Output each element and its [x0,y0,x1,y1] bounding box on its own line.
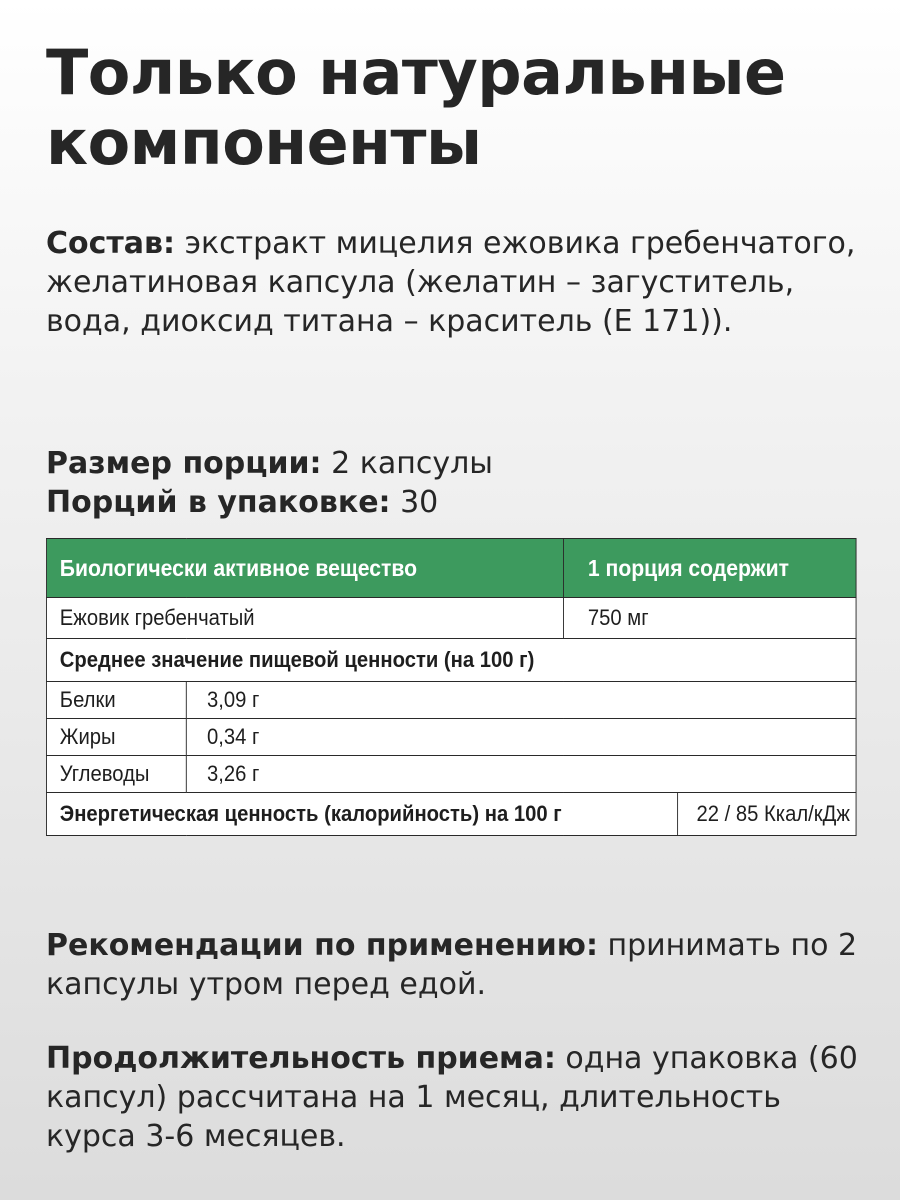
duration-text: одна упаковка (60 капсул) рассчитана на 1 месяц, длительность курса 3-6 месяцев. [46,1041,858,1154]
table-header-row [46,539,856,598]
composition-label: Состав: [46,226,176,261]
energy-label: Энергетическая ценность (калорийность) на 100 г [46,793,677,836]
duration-label: Продолжительность приема: [46,1041,556,1076]
recommendations-text: принимать по 2 капсулы утром перед едой. [46,928,858,1002]
nutrient-row [46,682,856,719]
servings-per-pack-label: Порций в упаковке: [46,485,391,520]
nutrition-table [46,538,857,836]
serving-size-label: Размер порции: [46,446,322,481]
servings-per-pack-value: 30 [390,485,439,520]
nutrient-value: 3,26 г [186,756,856,793]
average-value-heading: Среднее значение пищевой ценности (на 100 г) [46,639,856,682]
recommendations-label: Рекомендации по применению: [46,928,598,963]
ingredient-row [46,598,856,639]
composition-text: экстракт мицелия ежовика гребенчатого, желатиновая капсула (желатин – загуститель, вода, диоксид титана – краситель (E 171)). [46,226,856,339]
serving-size-value: 2 капсулы [321,446,493,481]
average-value-row [46,639,856,682]
recommendations-paragraph [46,926,866,1004]
nutrient-value: 3,09 г [186,682,856,719]
serving-size-line [46,444,866,483]
header-substance: Биологически активное вещество [46,539,563,598]
nutrient-row [46,719,856,756]
duration-paragraph [46,1039,866,1156]
composition-paragraph [46,224,866,341]
ingredient-amount: 750 мг [564,598,857,639]
nutrient-name: Белки [46,682,186,719]
nutrient-name: Жиры [46,719,186,756]
energy-row [46,793,856,836]
header-per-serving: 1 порция содержит [564,539,857,598]
page-title: Только натуральные компоненты [46,36,786,179]
nutrient-row [46,756,856,793]
nutrient-value: 0,34 г [186,719,856,756]
servings-per-pack-line [46,483,866,522]
energy-value: 22 / 85 Ккал/кДж [678,793,856,836]
nutrient-name: Углеводы [46,756,186,793]
ingredient-name: Ежовик гребенчатый [46,598,563,639]
